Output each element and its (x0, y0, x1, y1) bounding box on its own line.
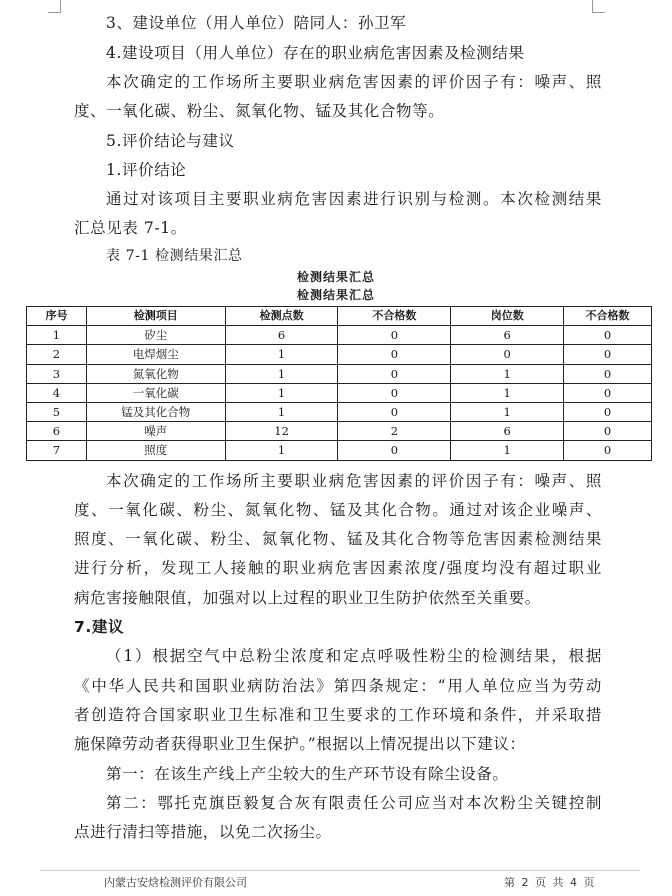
cell-points: 1 (225, 383, 338, 402)
cell-points: 1 (225, 402, 338, 421)
cell-index: 6 (27, 422, 87, 441)
advice-para-line-3: 者创造符合国家职业卫生标准和卫生要求的工作环境和条件，并采取措 (74, 706, 602, 724)
cell-points: 12 (225, 422, 338, 441)
cell-failed-posts: 0 (564, 345, 652, 364)
cell-failed-posts: 0 (564, 326, 652, 345)
header-index: 序号 (27, 307, 87, 326)
cell-item: 电焊烟尘 (86, 345, 225, 364)
cell-posts: 6 (451, 326, 564, 345)
conclusion-heading: 1.评价结论 (106, 161, 187, 179)
cell-points: 6 (225, 326, 338, 345)
table-title-1: 检测结果汇总 (296, 270, 375, 284)
table-row (27, 402, 652, 421)
table-row (27, 383, 652, 402)
cell-points: 1 (225, 441, 338, 460)
cell-item: 一氧化碳 (86, 383, 225, 402)
page-corner-mark-right (592, 0, 605, 13)
analysis-para-line-5: 病危害接触限值，加强对以上过程的职业卫生防护依然至关重要。 (74, 589, 541, 607)
summary-para-line-2: 汇总见表 7-1。 (74, 219, 187, 237)
analysis-para-line-1: 本次确定的工作场所主要职业病危害因素的评价因子有：噪声、照 (106, 472, 602, 490)
cell-failed-posts: 0 (564, 364, 652, 383)
footer-divider (40, 870, 640, 871)
advice-item-2-line-2: 点进行清扫等措施，以免二次扬尘。 (74, 823, 332, 841)
results-table (26, 306, 652, 461)
cell-failed-points: 0 (338, 383, 451, 402)
cell-failed-points: 0 (338, 364, 451, 383)
cell-failed-posts: 0 (564, 383, 652, 402)
cell-posts: 1 (451, 364, 564, 383)
footer-company: 内蒙古安焓检测评价有限公司 (104, 876, 247, 889)
advice-item-2-line-1: 第二：鄂托克旗臣毅复合灰有限责任公司应当对本次粉尘关键控制 (106, 794, 602, 812)
analysis-para-line-2: 度、一氧化碳、粉尘、氮氧化物、锰及其化合物。通过对该企业噪声、 (74, 501, 602, 519)
cell-failed-points: 0 (338, 402, 451, 421)
cell-posts: 0 (451, 345, 564, 364)
escort-line: 3、建设单位（用人单位）陪同人：孙卫军 (106, 14, 407, 32)
advice-item-1: 第一：在该生产线上产尘较大的生产环节设有除尘设备。 (106, 765, 509, 783)
table-row (27, 364, 652, 383)
header-points: 检测点数 (225, 307, 338, 326)
section-5-heading: 5.评价结论与建议 (106, 132, 235, 150)
cell-posts: 1 (451, 441, 564, 460)
page-corner-mark-left (48, 0, 61, 13)
analysis-para-line-3: 照度、一氧化碳、粉尘、氮氧化物、锰及其化合物等危害因素检测结果 (74, 530, 602, 548)
cell-index: 1 (27, 326, 87, 345)
cell-failed-points: 0 (338, 326, 451, 345)
cell-points: 1 (225, 364, 338, 383)
header-failed-posts: 不合格数 (564, 307, 652, 326)
table-title-2: 检测结果汇总 (296, 288, 375, 302)
header-item: 检测项目 (86, 307, 225, 326)
advice-para-line-1: （1）根据空气中总粉尘浓度和定点呼吸性粉尘的检测结果，根据 (106, 647, 602, 665)
cell-failed-points: 0 (338, 441, 451, 460)
cell-failed-posts: 0 (564, 402, 652, 421)
cell-item: 噪声 (86, 422, 225, 441)
cell-item: 照度 (86, 441, 225, 460)
cell-item: 矽尘 (86, 326, 225, 345)
cell-posts: 1 (451, 383, 564, 402)
header-failed-points: 不合格数 (338, 307, 451, 326)
table-row (27, 422, 652, 441)
section-4-heading: 4.建设项目（用人单位）存在的职业病危害因素及检测结果 (106, 44, 525, 62)
header-posts: 岗位数 (451, 307, 564, 326)
cell-index: 2 (27, 345, 87, 364)
cell-failed-posts: 0 (564, 422, 652, 441)
table-row (27, 345, 652, 364)
cell-item: 锰及其化合物 (86, 402, 225, 421)
footer-page-number: 第 2 页 共 4 页 (504, 876, 595, 889)
cell-index: 4 (27, 383, 87, 402)
cell-failed-posts: 0 (564, 441, 652, 460)
cell-failed-points: 0 (338, 345, 451, 364)
table-caption: 表 7-1 检测结果汇总 (106, 248, 243, 264)
cell-index: 7 (27, 441, 87, 460)
analysis-para-line-4: 进行分析，发现工人接触的职业病危害因素浓度/强度均没有超过职业 (74, 559, 602, 577)
table-row (27, 441, 652, 460)
advice-para-line-4: 施保障劳动者获得职业卫生保护。”根据以上情况提出以下建议： (74, 735, 526, 753)
cell-item: 氮氧化物 (86, 364, 225, 383)
factors-para-line-1: 本次确定的工作场所主要职业病危害因素的评价因子有：噪声、照 (106, 73, 602, 91)
recommendation-heading: 7.建议 (74, 618, 125, 636)
cell-failed-points: 2 (338, 422, 451, 441)
table-header-row (27, 307, 652, 326)
factors-para-line-2: 度、一氧化碳、粉尘、氮氧化物、锰及其化合物等。 (74, 102, 445, 120)
cell-index: 3 (27, 364, 87, 383)
cell-posts: 1 (451, 402, 564, 421)
summary-para-line-1: 通过对该项目主要职业病危害因素进行识别与检测。本次检测结果 (106, 190, 602, 208)
cell-index: 5 (27, 402, 87, 421)
table-row (27, 326, 652, 345)
cell-posts: 6 (451, 422, 564, 441)
cell-points: 1 (225, 345, 338, 364)
advice-para-line-2: 《中华人民共和国职业病防治法》第四条规定：“用人单位应当为劳动 (74, 677, 602, 695)
